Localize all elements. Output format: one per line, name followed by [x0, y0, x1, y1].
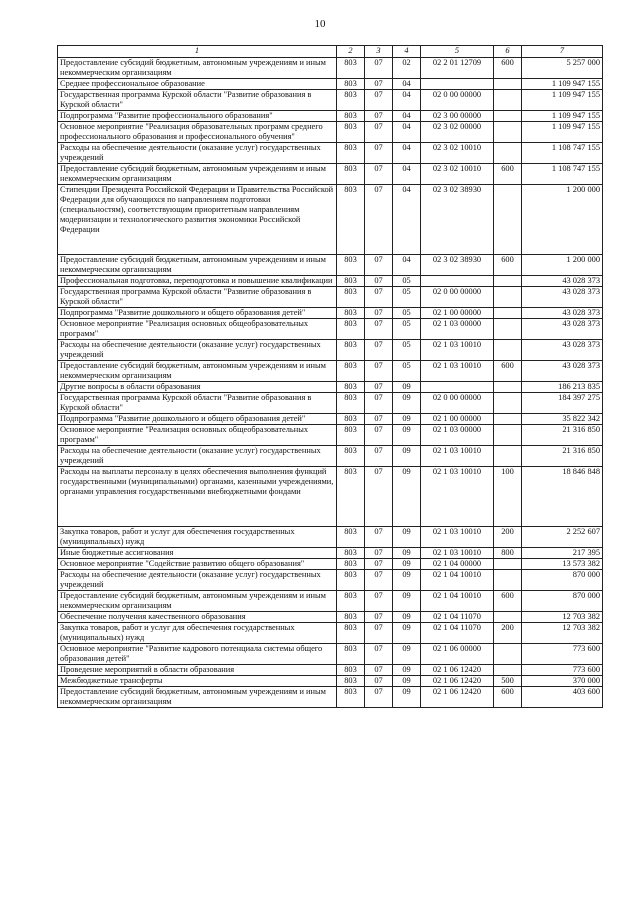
row-amount: 773 600 — [522, 644, 603, 665]
row-name: Среднее профессиональное образование — [58, 79, 337, 90]
row-name: Предоставление субсидий бюджетным, автономным учреждениям и иным некоммерческим организациям — [58, 58, 337, 79]
header-cell: 5 — [421, 46, 494, 58]
table-row — [58, 393, 603, 414]
row-expense-type — [494, 185, 522, 255]
row-amount: 370 000 — [522, 676, 603, 687]
table-row — [58, 164, 603, 185]
row-section: 07 — [365, 255, 393, 276]
row-target-article: 02 1 03 10010 — [421, 446, 494, 467]
row-gov-code: 803 — [337, 591, 365, 612]
table-row — [58, 382, 603, 393]
row-section: 07 — [365, 111, 393, 122]
header-cell: 2 — [337, 46, 365, 58]
row-subsection: 04 — [393, 143, 421, 164]
table-row — [58, 548, 603, 559]
row-expense-type: 100 — [494, 467, 522, 527]
row-name: Проведение мероприятий в области образования — [58, 665, 337, 676]
row-gov-code: 803 — [337, 527, 365, 548]
row-subsection: 09 — [393, 446, 421, 467]
row-amount: 1 109 947 155 — [522, 122, 603, 143]
row-gov-code: 803 — [337, 185, 365, 255]
row-gov-code: 803 — [337, 446, 365, 467]
row-name: Подпрограмма "Развитие дошкольного и общего образования детей" — [58, 308, 337, 319]
row-amount: 43 028 373 — [522, 308, 603, 319]
table-row — [58, 665, 603, 676]
row-section: 07 — [365, 164, 393, 185]
row-expense-type — [494, 79, 522, 90]
row-gov-code: 803 — [337, 111, 365, 122]
row-subsection: 09 — [393, 527, 421, 548]
row-expense-type: 200 — [494, 623, 522, 644]
row-amount: 1 200 000 — [522, 185, 603, 255]
table-row — [58, 276, 603, 287]
row-section: 07 — [365, 340, 393, 361]
row-subsection: 04 — [393, 255, 421, 276]
row-section: 07 — [365, 308, 393, 319]
row-name: Подпрограмма "Развитие профессионального образования" — [58, 111, 337, 122]
row-expense-type — [494, 90, 522, 111]
row-subsection: 05 — [393, 276, 421, 287]
row-subsection: 05 — [393, 308, 421, 319]
row-subsection: 05 — [393, 287, 421, 308]
row-gov-code: 803 — [337, 255, 365, 276]
row-target-article: 02 1 04 00000 — [421, 559, 494, 570]
row-target-article: 02 1 03 10010 — [421, 340, 494, 361]
row-name: Предоставление субсидий бюджетным, автономным учреждениям и иным некоммерческим организациям — [58, 255, 337, 276]
row-expense-type — [494, 393, 522, 414]
row-section: 07 — [365, 414, 393, 425]
row-expense-type — [494, 340, 522, 361]
row-gov-code: 803 — [337, 548, 365, 559]
row-name: Закупка товаров, работ и услуг для обеспечения государственных (муниципальных) нужд — [58, 623, 337, 644]
row-amount: 43 028 373 — [522, 276, 603, 287]
row-amount: 43 028 373 — [522, 340, 603, 361]
row-section: 07 — [365, 687, 393, 708]
row-gov-code: 803 — [337, 612, 365, 623]
row-section: 07 — [365, 393, 393, 414]
row-target-article: 02 1 04 10010 — [421, 570, 494, 591]
row-target-article: 02 3 00 00000 — [421, 111, 494, 122]
row-section: 07 — [365, 425, 393, 446]
row-amount: 12 703 382 — [522, 623, 603, 644]
row-section: 07 — [365, 665, 393, 676]
row-target-article: 02 1 04 10010 — [421, 591, 494, 612]
row-target-article: 02 3 02 38930 — [421, 255, 494, 276]
row-expense-type — [494, 446, 522, 467]
row-target-article: 02 1 00 00000 — [421, 308, 494, 319]
row-amount: 773 600 — [522, 665, 603, 676]
row-amount: 1 200 000 — [522, 255, 603, 276]
row-subsection: 09 — [393, 665, 421, 676]
header-cell: 7 — [522, 46, 603, 58]
row-target-article: 02 2 01 12709 — [421, 58, 494, 79]
row-name: Межбюджетные трансферты — [58, 676, 337, 687]
header-cell: 3 — [365, 46, 393, 58]
row-target-article: 02 1 04 11070 — [421, 612, 494, 623]
row-target-article: 02 1 03 10010 — [421, 361, 494, 382]
row-target-article — [421, 276, 494, 287]
row-gov-code: 803 — [337, 143, 365, 164]
page-number: 10 — [314, 18, 326, 30]
row-section: 07 — [365, 570, 393, 591]
row-target-article: 02 3 02 10010 — [421, 164, 494, 185]
row-expense-type — [494, 308, 522, 319]
row-gov-code: 803 — [337, 58, 365, 79]
row-section: 07 — [365, 612, 393, 623]
row-gov-code: 803 — [337, 623, 365, 644]
row-name: Обеспечение получения качественного образования — [58, 612, 337, 623]
row-subsection: 04 — [393, 79, 421, 90]
row-gov-code: 803 — [337, 340, 365, 361]
row-expense-type — [494, 644, 522, 665]
row-section: 07 — [365, 79, 393, 90]
table-row — [58, 361, 603, 382]
row-expense-type — [494, 276, 522, 287]
row-expense-type — [494, 425, 522, 446]
row-section: 07 — [365, 276, 393, 287]
header-cell: 6 — [494, 46, 522, 58]
row-gov-code: 803 — [337, 79, 365, 90]
row-name: Другие вопросы в области образования — [58, 382, 337, 393]
row-name: Основное мероприятие "Содействие развитию общего образования" — [58, 559, 337, 570]
row-gov-code: 803 — [337, 361, 365, 382]
row-subsection: 05 — [393, 319, 421, 340]
row-gov-code: 803 — [337, 425, 365, 446]
row-amount: 1 108 747 155 — [522, 143, 603, 164]
row-gov-code: 803 — [337, 467, 365, 527]
row-section: 07 — [365, 623, 393, 644]
row-subsection: 04 — [393, 111, 421, 122]
table-row — [58, 255, 603, 276]
row-name: Основное мероприятие "Реализация образовательных программ среднего профессионального образования и профессионального обучения" — [58, 122, 337, 143]
row-expense-type — [494, 382, 522, 393]
row-expense-type: 600 — [494, 255, 522, 276]
row-expense-type: 500 — [494, 676, 522, 687]
row-section: 07 — [365, 446, 393, 467]
row-expense-type: 600 — [494, 58, 522, 79]
table-row — [58, 425, 603, 446]
row-amount: 12 703 382 — [522, 612, 603, 623]
row-expense-type — [494, 111, 522, 122]
row-expense-type — [494, 570, 522, 591]
row-target-article: 02 1 00 00000 — [421, 414, 494, 425]
table-row — [58, 414, 603, 425]
row-name: Предоставление субсидий бюджетным, автономным учреждениям и иным некоммерческим организациям — [58, 361, 337, 382]
row-amount: 870 000 — [522, 591, 603, 612]
row-gov-code: 803 — [337, 676, 365, 687]
row-amount: 5 257 000 — [522, 58, 603, 79]
table-row — [58, 79, 603, 90]
table-row — [58, 446, 603, 467]
row-name: Расходы на обеспечение деятельности (оказание услуг) государственных учреждений — [58, 446, 337, 467]
row-expense-type: 600 — [494, 164, 522, 185]
row-section: 07 — [365, 527, 393, 548]
row-section: 07 — [365, 676, 393, 687]
row-subsection: 04 — [393, 122, 421, 143]
row-subsection: 09 — [393, 467, 421, 527]
row-target-article: 02 3 02 10010 — [421, 143, 494, 164]
row-expense-type — [494, 287, 522, 308]
row-name: Стипендии Президента Российской Федерации и Правительства Российской Федерации для обучающихся по направлениям подготовки (специальностям), соответствующим приоритетным направлениям модернизации и технологического развития экономики Российской Федерации — [58, 185, 337, 255]
row-expense-type: 600 — [494, 687, 522, 708]
row-target-article: 02 1 03 10010 — [421, 467, 494, 527]
row-expense-type — [494, 612, 522, 623]
row-target-article: 02 1 03 10010 — [421, 548, 494, 559]
table-row — [58, 185, 603, 255]
row-amount: 18 846 848 — [522, 467, 603, 527]
row-amount: 217 395 — [522, 548, 603, 559]
row-gov-code: 803 — [337, 319, 365, 340]
row-gov-code: 803 — [337, 570, 365, 591]
row-section: 07 — [365, 644, 393, 665]
row-amount: 13 573 382 — [522, 559, 603, 570]
row-amount: 21 316 850 — [522, 446, 603, 467]
table-row — [58, 591, 603, 612]
row-amount: 2 252 607 — [522, 527, 603, 548]
row-subsection: 09 — [393, 393, 421, 414]
row-amount: 1 109 947 155 — [522, 79, 603, 90]
row-name: Предоставление субсидий бюджетным, автономным учреждениям и иным некоммерческим организациям — [58, 591, 337, 612]
table-row — [58, 90, 603, 111]
row-expense-type — [494, 559, 522, 570]
row-name: Предоставление субсидий бюджетным, автономным учреждениям и иным некоммерческим организациям — [58, 687, 337, 708]
row-target-article: 02 1 06 12420 — [421, 687, 494, 708]
row-subsection: 09 — [393, 612, 421, 623]
row-section: 07 — [365, 591, 393, 612]
row-target-article: 02 3 02 00000 — [421, 122, 494, 143]
row-amount: 184 397 275 — [522, 393, 603, 414]
row-subsection: 04 — [393, 164, 421, 185]
row-expense-type — [494, 143, 522, 164]
row-subsection: 02 — [393, 58, 421, 79]
row-amount: 35 822 342 — [522, 414, 603, 425]
row-amount: 43 028 373 — [522, 287, 603, 308]
row-target-article: 02 1 04 11070 — [421, 623, 494, 644]
row-amount: 186 213 835 — [522, 382, 603, 393]
row-gov-code: 803 — [337, 287, 365, 308]
row-target-article: 02 1 03 00000 — [421, 319, 494, 340]
row-subsection: 09 — [393, 570, 421, 591]
row-name: Иные бюджетные ассигнования — [58, 548, 337, 559]
row-expense-type: 200 — [494, 527, 522, 548]
row-section: 07 — [365, 361, 393, 382]
row-section: 07 — [365, 143, 393, 164]
row-expense-type: 600 — [494, 361, 522, 382]
row-target-article: 02 1 06 12420 — [421, 676, 494, 687]
row-amount: 21 316 850 — [522, 425, 603, 446]
row-subsection: 04 — [393, 90, 421, 111]
row-target-article: 02 0 00 00000 — [421, 393, 494, 414]
row-name: Государственная программа Курской области "Развитие образования в Курской области" — [58, 90, 337, 111]
row-amount: 1 108 747 155 — [522, 164, 603, 185]
row-expense-type: 800 — [494, 548, 522, 559]
header-cell: 1 — [58, 46, 337, 58]
table-row — [58, 612, 603, 623]
row-section: 07 — [365, 90, 393, 111]
row-amount: 870 000 — [522, 570, 603, 591]
row-expense-type — [494, 319, 522, 340]
row-subsection: 09 — [393, 382, 421, 393]
row-subsection: 09 — [393, 687, 421, 708]
row-gov-code: 803 — [337, 164, 365, 185]
row-subsection: 09 — [393, 548, 421, 559]
row-section: 07 — [365, 122, 393, 143]
row-gov-code: 803 — [337, 414, 365, 425]
row-expense-type: 600 — [494, 591, 522, 612]
row-name: Подпрограмма "Развитие дошкольного и общего образования детей" — [58, 414, 337, 425]
row-gov-code: 803 — [337, 559, 365, 570]
row-gov-code: 803 — [337, 90, 365, 111]
table-row — [58, 111, 603, 122]
row-target-article — [421, 79, 494, 90]
row-subsection: 09 — [393, 644, 421, 665]
table-row — [58, 527, 603, 548]
row-gov-code: 803 — [337, 382, 365, 393]
table-row — [58, 623, 603, 644]
table-row — [58, 58, 603, 79]
row-section: 07 — [365, 287, 393, 308]
row-amount: 403 600 — [522, 687, 603, 708]
row-name: Закупка товаров, работ и услуг для обеспечения государственных (муниципальных) нужд — [58, 527, 337, 548]
budget-table — [57, 45, 603, 708]
row-name: Государственная программа Курской области "Развитие образования в Курской области" — [58, 287, 337, 308]
row-target-article: 02 1 03 00000 — [421, 425, 494, 446]
table-row — [58, 676, 603, 687]
row-target-article: 02 0 00 00000 — [421, 90, 494, 111]
row-name: Профессиональная подготовка, переподготовка и повышение квалификации — [58, 276, 337, 287]
row-gov-code: 803 — [337, 687, 365, 708]
row-subsection: 09 — [393, 591, 421, 612]
header-row — [58, 46, 603, 58]
row-amount: 43 028 373 — [522, 361, 603, 382]
row-name: Расходы на обеспечение деятельности (оказание услуг) государственных учреждений — [58, 143, 337, 164]
row-gov-code: 803 — [337, 393, 365, 414]
header-cell: 4 — [393, 46, 421, 58]
table-row — [58, 319, 603, 340]
table-row — [58, 570, 603, 591]
row-name: Расходы на обеспечение деятельности (оказание услуг) государственных учреждений — [58, 340, 337, 361]
row-section: 07 — [365, 58, 393, 79]
row-subsection: 09 — [393, 414, 421, 425]
table-row — [58, 467, 603, 527]
row-target-article: 02 1 03 10010 — [421, 527, 494, 548]
row-gov-code: 803 — [337, 665, 365, 676]
row-subsection: 09 — [393, 559, 421, 570]
row-amount: 43 028 373 — [522, 319, 603, 340]
row-target-article: 02 1 06 00000 — [421, 644, 494, 665]
table-row — [58, 308, 603, 319]
row-gov-code: 803 — [337, 276, 365, 287]
row-expense-type — [494, 665, 522, 676]
row-amount: 1 109 947 155 — [522, 90, 603, 111]
table-row — [58, 122, 603, 143]
table-row — [58, 644, 603, 665]
row-name: Основное мероприятие "Реализация основных общеобразовательных программ" — [58, 425, 337, 446]
row-amount: 1 109 947 155 — [522, 111, 603, 122]
row-target-article — [421, 382, 494, 393]
row-expense-type — [494, 122, 522, 143]
row-gov-code: 803 — [337, 308, 365, 319]
table-row — [58, 340, 603, 361]
row-name: Основное мероприятие "Реализация основных общеобразовательных программ" — [58, 319, 337, 340]
row-name: Государственная программа Курской области "Развитие образования в Курской области" — [58, 393, 337, 414]
row-section: 07 — [365, 382, 393, 393]
row-name: Основное мероприятие "Развитие кадрового потенциала системы общего образования детей" — [58, 644, 337, 665]
row-target-article: 02 0 00 00000 — [421, 287, 494, 308]
row-section: 07 — [365, 185, 393, 255]
row-subsection: 09 — [393, 623, 421, 644]
row-subsection: 05 — [393, 361, 421, 382]
table-row — [58, 687, 603, 708]
row-name: Расходы на выплаты персоналу в целях обеспечения выполнения функций государственными (муниципальными) органами, казенными учреждениями, органами управления государственными внебюджетными фондами — [58, 467, 337, 527]
row-section: 07 — [365, 467, 393, 527]
table-row — [58, 287, 603, 308]
row-subsection: 09 — [393, 676, 421, 687]
row-target-article: 02 3 02 38930 — [421, 185, 494, 255]
table-body — [58, 58, 603, 708]
row-section: 07 — [365, 548, 393, 559]
table-row — [58, 143, 603, 164]
row-expense-type — [494, 414, 522, 425]
row-subsection: 04 — [393, 185, 421, 255]
row-name: Расходы на обеспечение деятельности (оказание услуг) государственных учреждений — [58, 570, 337, 591]
row-target-article: 02 1 06 12420 — [421, 665, 494, 676]
row-section: 07 — [365, 559, 393, 570]
row-section: 07 — [365, 319, 393, 340]
row-gov-code: 803 — [337, 122, 365, 143]
row-gov-code: 803 — [337, 644, 365, 665]
row-subsection: 09 — [393, 425, 421, 446]
row-subsection: 05 — [393, 340, 421, 361]
table-row — [58, 559, 603, 570]
row-name: Предоставление субсидий бюджетным, автономным учреждениям и иным некоммерческим организациям — [58, 164, 337, 185]
